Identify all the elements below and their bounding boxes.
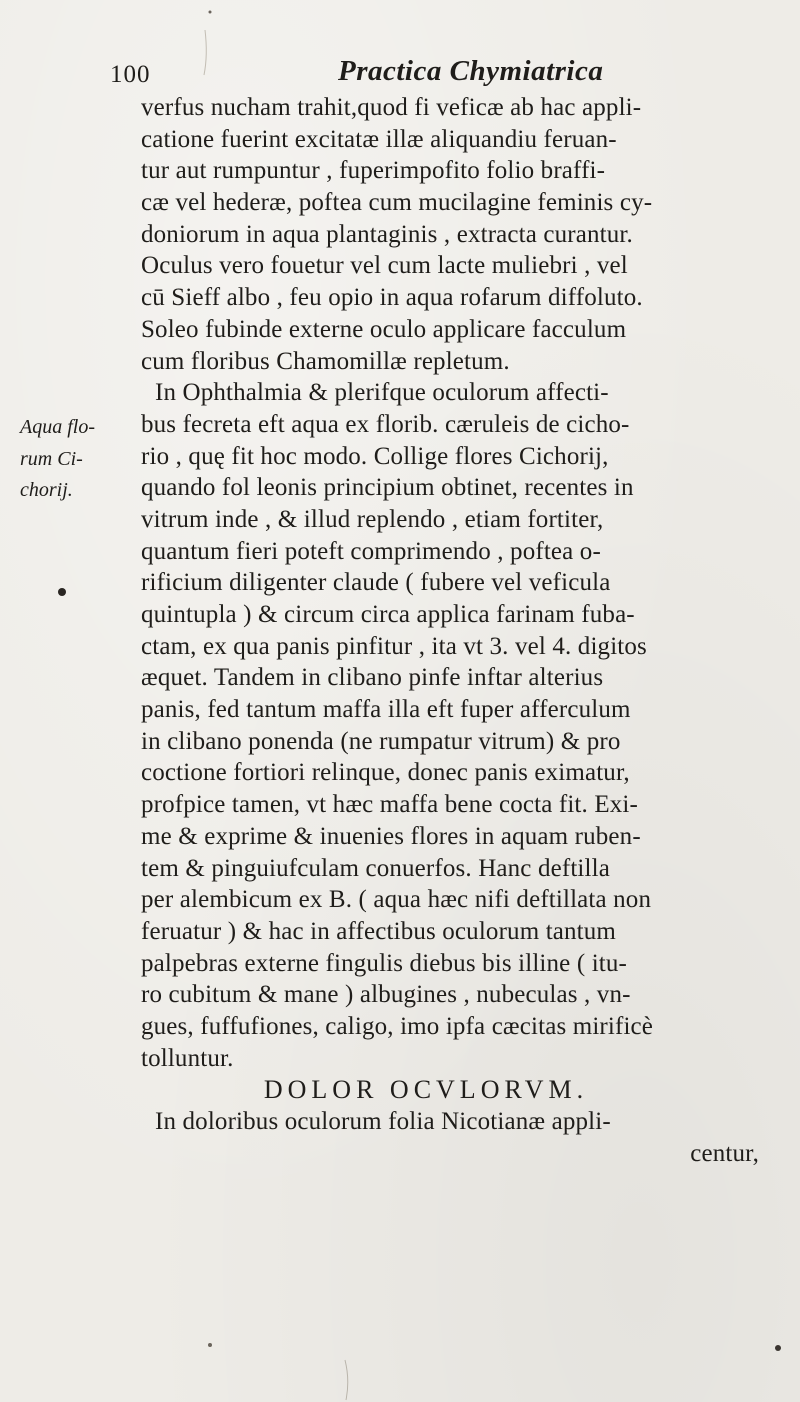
- text-line: panis, fed tantum maffa illa eft fuper afferculum: [141, 696, 631, 724]
- text-line: cū Sieff albo , feu opio in aqua rofarum diffoluto.: [141, 284, 643, 312]
- text-line: coctione fortiori relinque, donec panis eximatur,: [141, 759, 630, 787]
- text-line: me & exprime & inuenies flores in aquam ruben-: [141, 822, 641, 850]
- text-line: rio , quę fit hoc modo. Collige flores Cichorij,: [141, 442, 609, 470]
- text-line: Soleo fubinde externe oculo applicare facculum: [141, 315, 627, 343]
- section-heading: DOLOR OCVLORVM.: [263, 1075, 589, 1105]
- text-line: ro cubitum & mane ) albugines , nubeculas , vn-: [141, 981, 631, 1009]
- text-line: quintupla ) & circum circa applica farinam fuba-: [141, 601, 635, 628]
- body-text: [141, 92, 771, 1169]
- text-line: rificium diligenter claude ( fubere vel veficula: [141, 569, 611, 597]
- text-line: gues, fuffufiones, caligo, imo ipfa cæcitas mirificè: [141, 1012, 654, 1040]
- text-line: vitrum inde , & illud replendo , etiam fortiter,: [141, 505, 604, 533]
- ink-speck: [58, 588, 66, 596]
- catchword: centur,: [690, 1139, 759, 1167]
- text-line: catione fuerint excitatæ illæ aliquandiu feruan-: [141, 125, 617, 153]
- text-line: quantum fieri poteft comprimendo , poftea o-: [141, 537, 601, 565]
- marginal-note: [20, 412, 138, 507]
- text-line: profpice tamen, vt hæc maffa bene cocta fit. Exi-: [141, 791, 638, 819]
- page-number: 100: [110, 61, 151, 88]
- text-line: tur aut rumpuntur , fuperimpofito folio braffi-: [141, 157, 606, 185]
- text-line: bus fecreta eft aqua ex florib. cæruleis de cicho-: [141, 410, 630, 438]
- ink-speck: [208, 1343, 212, 1347]
- text-line: cæ vel hederæ, poftea cum mucilagine feminis cy-: [141, 189, 653, 217]
- text-line: quando fol leonis principium obtinet, recentes in: [141, 474, 634, 502]
- paragraph-first-line: In Ophthalmia & plerifque oculorum affecti-: [155, 379, 609, 407]
- ink-speck: [209, 11, 212, 14]
- text-line: feruatur ) & hac in affectibus oculorum tantum: [141, 917, 617, 945]
- text-line: tem & pinguiufculam conuerfos. Hanc deftilla: [141, 854, 610, 882]
- running-title: Practica Chymiatrica: [338, 55, 604, 87]
- text-line: æquet. Tandem in clibano pinfe inftar alterius: [141, 664, 604, 692]
- text-line: in clibano ponenda (ne rumpatur vitrum) & pro: [141, 727, 621, 755]
- paper-crease: [345, 1360, 348, 1400]
- text-line: doniorum in aqua plantaginis , extracta curantur.: [141, 220, 633, 248]
- marginal-note-line: Aqua flo-: [20, 416, 95, 438]
- page-header: [110, 55, 670, 95]
- text-line: palpebras externe fingulis diebus bis illine ( itu-: [141, 949, 628, 977]
- marginal-note-line: chorij.: [20, 479, 73, 502]
- text-line: cum floribus Chamomillæ repletum.: [141, 347, 510, 375]
- paragraph-first-line: In doloribus oculorum folia Nicotianæ appli-: [155, 1108, 611, 1135]
- ink-speck: [775, 1345, 781, 1351]
- text-line: per alembicum ex B. ( aqua hæc nifi deftillata non: [141, 886, 652, 914]
- marginal-note-line: rum Ci-: [20, 447, 83, 470]
- text-line: ctam, ex qua panis pinfitur , ita vt 3. vel 4. digitos: [141, 632, 647, 660]
- text-line: tolluntur.: [141, 1044, 234, 1072]
- text-line: verfus nucham trahit,quod fi veficæ ab hac appli-: [141, 94, 642, 121]
- text-line: Oculus vero fouetur vel cum lacte muliebri , vel: [141, 252, 628, 280]
